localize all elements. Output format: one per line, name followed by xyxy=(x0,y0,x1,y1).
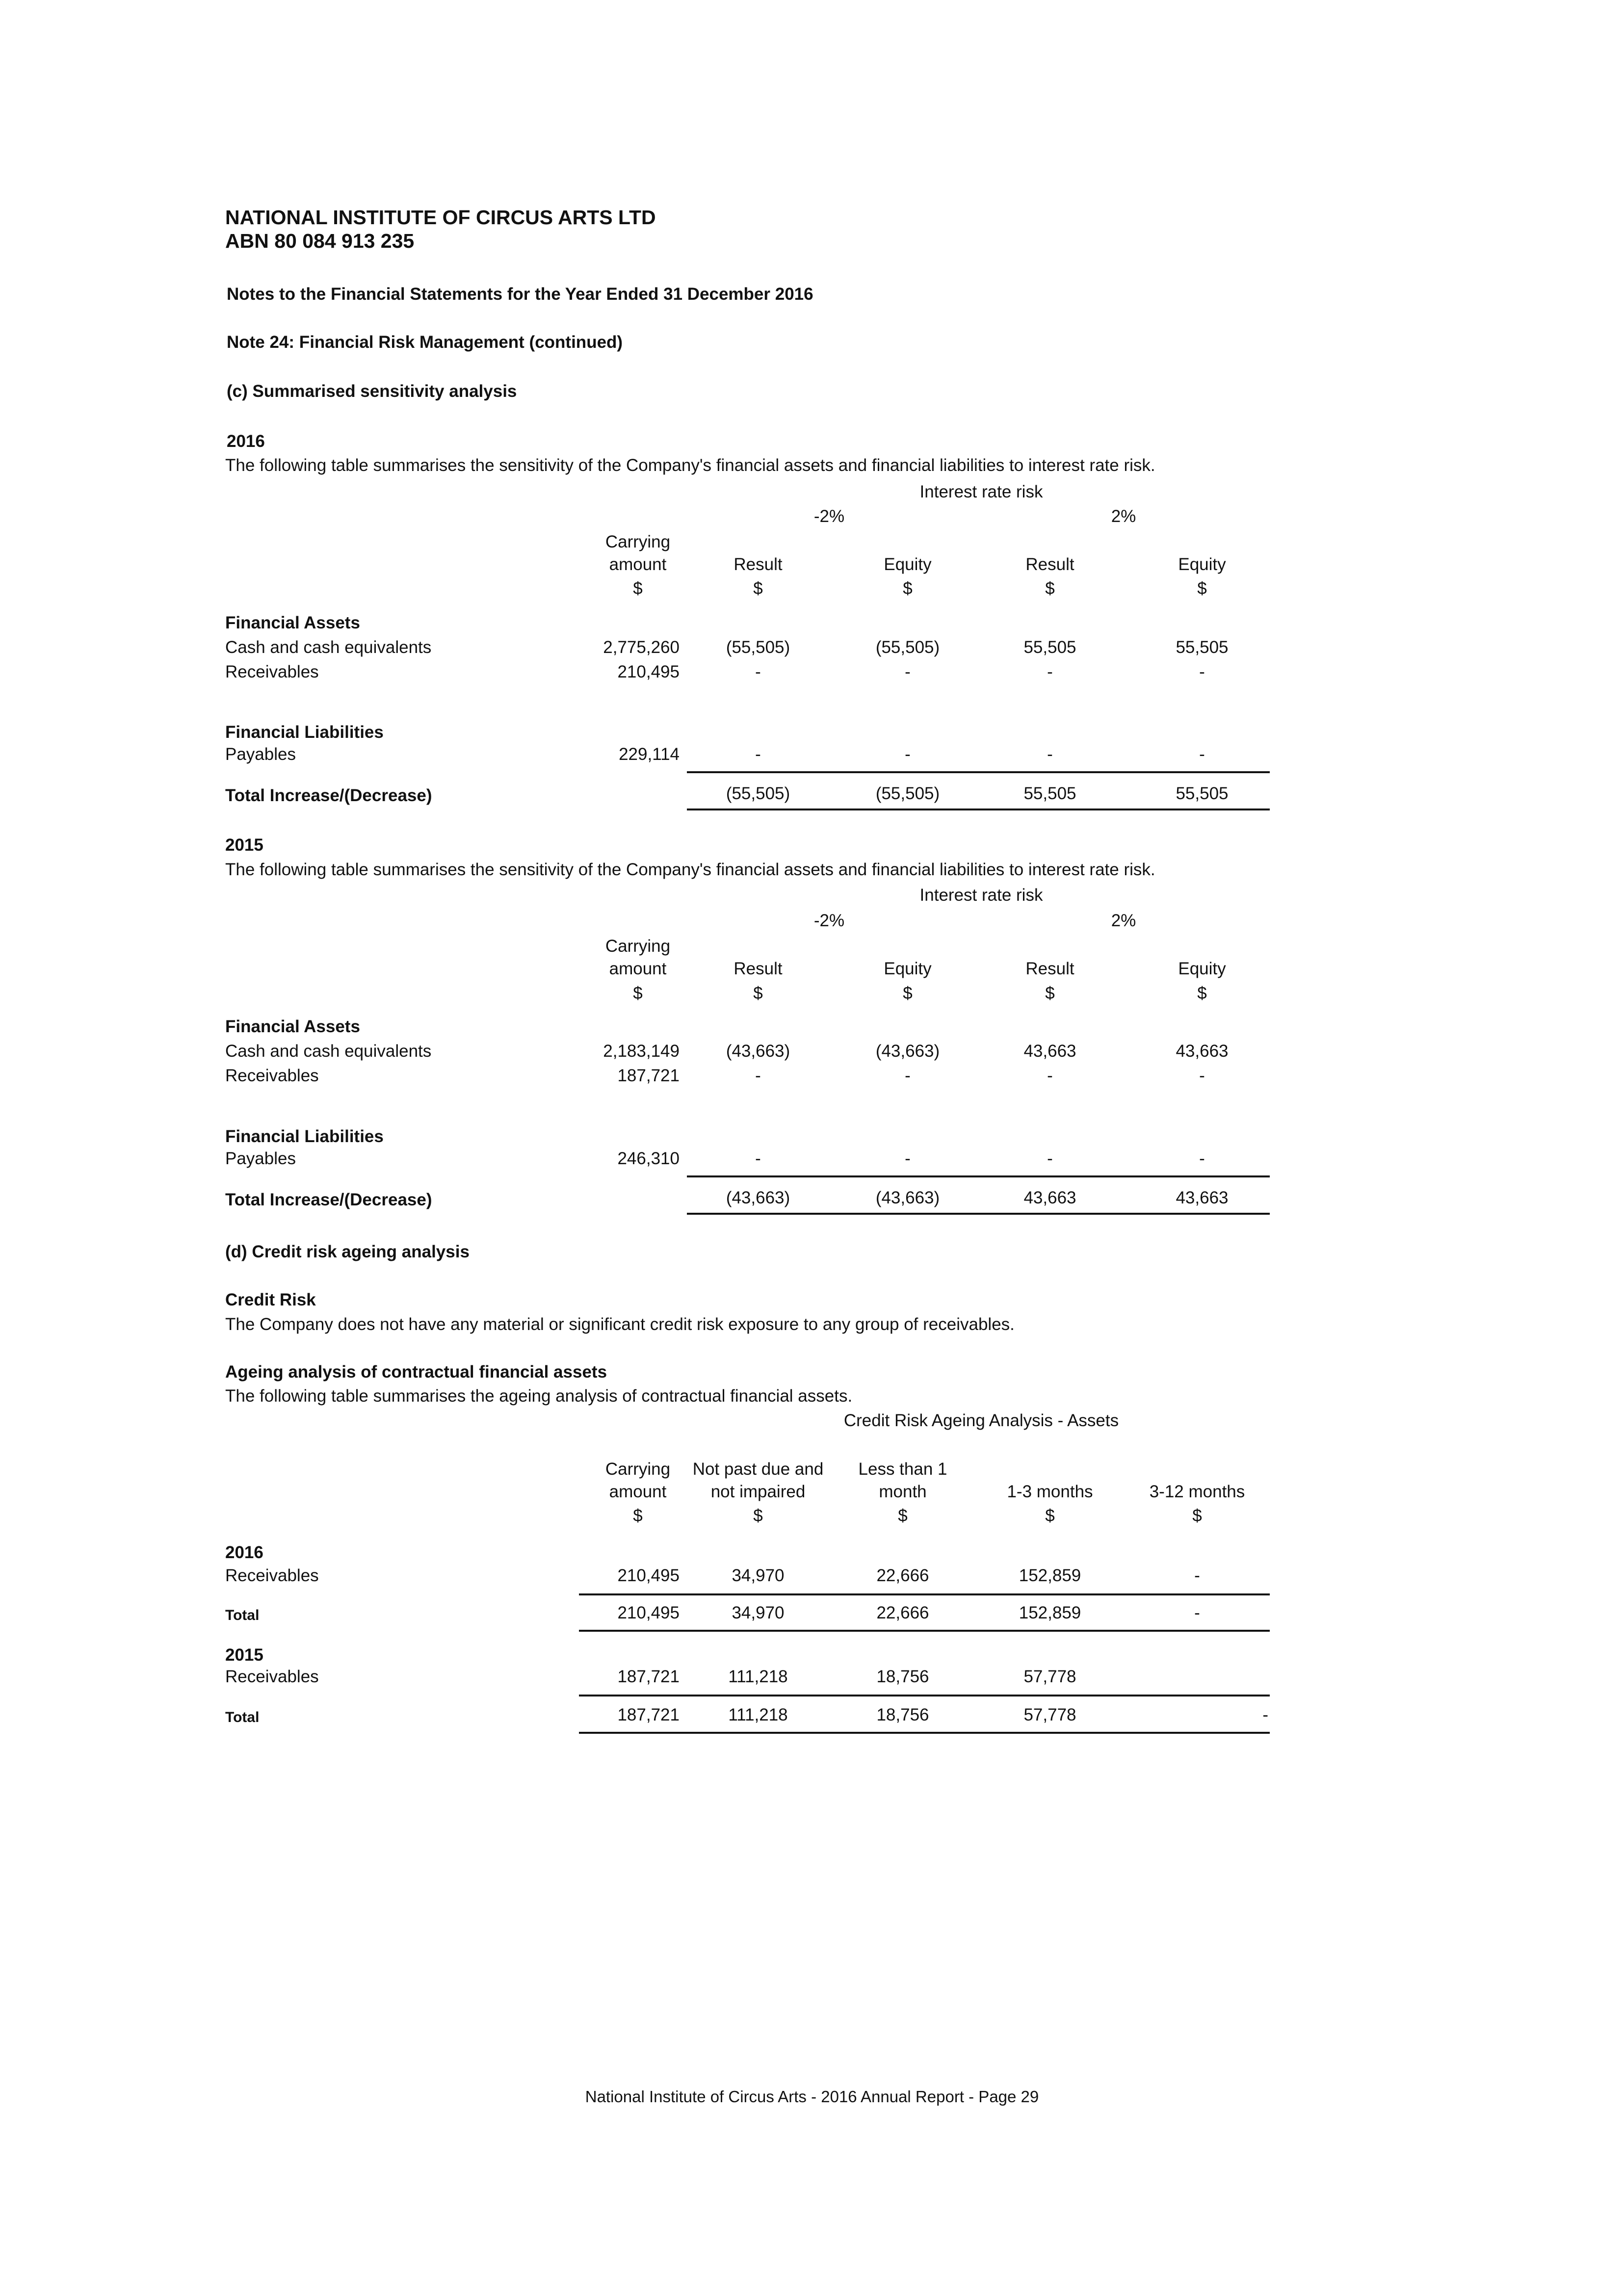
ageing-table-title: Credit Risk Ageing Analysis - Assets xyxy=(843,1411,1119,1430)
section-d-heading: (d) Credit risk ageing analysis xyxy=(225,1242,470,1261)
credit-risk-text: The Company does not have any material or significant credit risk exposure to any group of receivables. xyxy=(225,1315,1015,1334)
credit-risk-heading: Credit Risk xyxy=(225,1290,316,1309)
col-carrying-1: Carrying xyxy=(605,532,671,551)
total-result-neg: (55,505) xyxy=(726,784,790,803)
col-less-than-1-2: month xyxy=(879,1482,927,1501)
payables-equity-neg: - xyxy=(905,745,911,764)
col-equity-neg: Equity xyxy=(884,555,932,574)
receivables-result-pos: - xyxy=(1047,1066,1053,1085)
total-equity-neg: (55,505) xyxy=(875,784,940,803)
currency-label: $ xyxy=(753,579,763,598)
col-less-than-1-1: Less than 1 xyxy=(858,1460,947,1479)
row-label-total: Total xyxy=(225,1607,260,1623)
cash-equity-pos: 55,505 xyxy=(1176,638,1229,657)
col-result-pos: Result xyxy=(1025,959,1074,978)
row-label-total: Total Increase/(Decrease) xyxy=(225,786,432,805)
total-result-neg: (43,663) xyxy=(726,1188,790,1207)
row-label-receivables: Receivables xyxy=(225,1566,319,1585)
rule xyxy=(579,1732,1270,1734)
section-c-heading: (c) Summarised sensitivity analysis xyxy=(227,382,517,401)
cash-carrying: 2,183,149 xyxy=(603,1042,680,1061)
col-result-neg: Result xyxy=(733,555,783,574)
year-heading: 2015 xyxy=(225,835,263,855)
receivables-result-pos: - xyxy=(1047,662,1053,681)
receivables-equity-pos: - xyxy=(1199,1066,1205,1085)
currency-label: $ xyxy=(633,579,643,598)
financial-liabilities-heading: Financial Liabilities xyxy=(225,723,384,742)
currency-label: $ xyxy=(1045,579,1055,598)
rule xyxy=(687,771,1270,773)
cash-result-pos: 55,505 xyxy=(1023,638,1076,657)
receivables-less-than-1: 22,666 xyxy=(876,1566,929,1585)
receivables-less-than-1: 18,756 xyxy=(876,1667,929,1686)
ageing-intro: The following table summarises the ageing analysis of contractual financial assets. xyxy=(225,1386,853,1406)
col-carrying-2: amount xyxy=(609,555,667,574)
cash-result-pos: 43,663 xyxy=(1023,1042,1076,1061)
currency-label: $ xyxy=(1197,984,1207,1003)
col-1-3-months: 1-3 months xyxy=(1007,1482,1093,1501)
receivables-1-3-months: 152,859 xyxy=(1019,1566,1081,1585)
col-not-past-due-2: not impaired xyxy=(710,1482,806,1501)
page-footer: National Institute of Circus Arts - 2016 Annual Report - Page 29 xyxy=(585,2087,1039,2106)
abn: ABN 80 084 913 235 xyxy=(225,230,415,252)
receivables-1-3-months: 57,778 xyxy=(1023,1667,1076,1686)
intro-text: The following table summarises the sensitivity of the Company's financial assets and financial liabilities to interest rate risk. xyxy=(225,860,1155,879)
receivables-not-past-due: 111,218 xyxy=(728,1667,788,1686)
currency-label: $ xyxy=(903,984,913,1003)
payables-equity-pos: - xyxy=(1199,745,1205,764)
receivables-carrying: 210,495 xyxy=(617,1566,680,1585)
total-not-past-due: 111,218 xyxy=(728,1705,788,1724)
col-equity-neg: Equity xyxy=(884,959,932,978)
plus-2pct-header: 2% xyxy=(1111,507,1136,526)
receivables-result-neg: - xyxy=(755,662,761,681)
rule xyxy=(687,809,1270,810)
receivables-carrying: 187,721 xyxy=(617,1667,680,1686)
currency-label: $ xyxy=(753,1506,763,1525)
year-heading: 2016 xyxy=(225,1543,263,1562)
financial-liabilities-heading: Financial Liabilities xyxy=(225,1127,384,1146)
cash-equity-pos: 43,663 xyxy=(1176,1042,1229,1061)
col-carrying-1: Carrying xyxy=(605,1460,671,1479)
total-carrying: 187,721 xyxy=(617,1705,680,1724)
total-3-12-months: - xyxy=(1194,1603,1200,1622)
receivables-carrying: 187,721 xyxy=(617,1066,680,1085)
minus-2pct-header: -2% xyxy=(813,911,845,930)
ageing-heading: Ageing analysis of contractual financial assets xyxy=(225,1362,607,1382)
currency-label: $ xyxy=(898,1506,908,1525)
plus-2pct-header: 2% xyxy=(1111,911,1136,930)
currency-label: $ xyxy=(1045,1506,1055,1525)
total-result-pos: 43,663 xyxy=(1023,1188,1076,1207)
row-label-cash: Cash and cash equivalents xyxy=(225,1042,432,1061)
payables-equity-pos: - xyxy=(1199,1149,1205,1168)
financial-assets-heading: Financial Assets xyxy=(225,1017,360,1036)
rule xyxy=(687,1213,1270,1215)
total-carrying: 210,495 xyxy=(617,1603,680,1622)
currency-label: $ xyxy=(633,1506,643,1525)
row-label-receivables: Receivables xyxy=(225,1667,319,1686)
currency-label: $ xyxy=(903,579,913,598)
col-result-neg: Result xyxy=(733,959,783,978)
currency-label: $ xyxy=(1197,579,1207,598)
total-equity-neg: (43,663) xyxy=(875,1188,940,1207)
total-1-3-months: 57,778 xyxy=(1023,1705,1076,1724)
year-heading: 2016 xyxy=(227,432,265,451)
receivables-result-neg: - xyxy=(755,1066,761,1085)
financial-assets-heading: Financial Assets xyxy=(225,613,360,632)
col-carrying-2: amount xyxy=(609,1482,667,1501)
payables-carrying: 246,310 xyxy=(617,1149,680,1168)
note-title: Note 24: Financial Risk Management (continued) xyxy=(227,333,623,352)
notes-title: Notes to the Financial Statements for the Year Ended 31 December 2016 xyxy=(227,285,813,304)
payables-carrying: 229,114 xyxy=(619,745,680,764)
receivables-carrying: 210,495 xyxy=(617,662,680,681)
total-equity-pos: 55,505 xyxy=(1176,784,1229,803)
currency-label: $ xyxy=(753,984,763,1003)
col-carrying-1: Carrying xyxy=(605,937,671,956)
cash-result-neg: (55,505) xyxy=(726,638,790,657)
currency-label: $ xyxy=(633,984,643,1003)
payables-result-neg: - xyxy=(755,1149,761,1168)
total-equity-pos: 43,663 xyxy=(1176,1188,1229,1207)
cash-equity-neg: (55,505) xyxy=(875,638,940,657)
row-label-receivables: Receivables xyxy=(225,1066,319,1085)
row-label-receivables: Receivables xyxy=(225,662,319,681)
col-3-12-months: 3-12 months xyxy=(1149,1482,1245,1501)
row-label-total: Total Increase/(Decrease) xyxy=(225,1190,432,1209)
payables-result-pos: - xyxy=(1047,1149,1053,1168)
receivables-3-12-months: - xyxy=(1194,1566,1200,1585)
currency-label: $ xyxy=(1045,984,1055,1003)
rule xyxy=(579,1695,1270,1696)
col-equity-pos: Equity xyxy=(1178,555,1226,574)
row-label-payables: Payables xyxy=(225,1149,296,1168)
payables-result-pos: - xyxy=(1047,745,1053,764)
rule xyxy=(687,1175,1270,1177)
row-label-payables: Payables xyxy=(225,745,296,764)
col-equity-pos: Equity xyxy=(1178,959,1226,978)
receivables-equity-neg: - xyxy=(905,662,911,681)
col-result-pos: Result xyxy=(1025,555,1074,574)
row-label-total: Total xyxy=(225,1709,260,1725)
receivables-equity-pos: - xyxy=(1199,662,1205,681)
cash-equity-neg: (43,663) xyxy=(875,1042,940,1061)
currency-label: $ xyxy=(1192,1506,1202,1525)
payables-equity-neg: - xyxy=(905,1149,911,1168)
total-3-12-months: - xyxy=(1262,1705,1268,1724)
interest-rate-risk-header: Interest rate risk xyxy=(919,886,1043,905)
row-label-cash: Cash and cash equivalents xyxy=(225,638,432,657)
total-less-than-1: 22,666 xyxy=(876,1603,929,1622)
total-less-than-1: 18,756 xyxy=(876,1705,929,1724)
rule xyxy=(579,1593,1270,1595)
minus-2pct-header: -2% xyxy=(813,507,845,526)
total-result-pos: 55,505 xyxy=(1023,784,1076,803)
cash-result-neg: (43,663) xyxy=(726,1042,790,1061)
cash-carrying: 2,775,260 xyxy=(603,638,680,657)
payables-result-neg: - xyxy=(755,745,761,764)
year-heading: 2015 xyxy=(225,1645,263,1665)
col-carrying-2: amount xyxy=(609,959,667,978)
intro-text: The following table summarises the sensitivity of the Company's financial assets and financial liabilities to interest rate risk. xyxy=(225,456,1155,475)
rule xyxy=(579,1630,1270,1632)
receivables-not-past-due: 34,970 xyxy=(732,1566,785,1585)
col-not-past-due-1: Not past due and xyxy=(692,1460,824,1479)
organisation-name: NATIONAL INSTITUTE OF CIRCUS ARTS LTD xyxy=(225,206,656,229)
interest-rate-risk-header: Interest rate risk xyxy=(919,482,1043,501)
total-not-past-due: 34,970 xyxy=(732,1603,785,1622)
receivables-equity-neg: - xyxy=(905,1066,911,1085)
total-1-3-months: 152,859 xyxy=(1019,1603,1081,1622)
